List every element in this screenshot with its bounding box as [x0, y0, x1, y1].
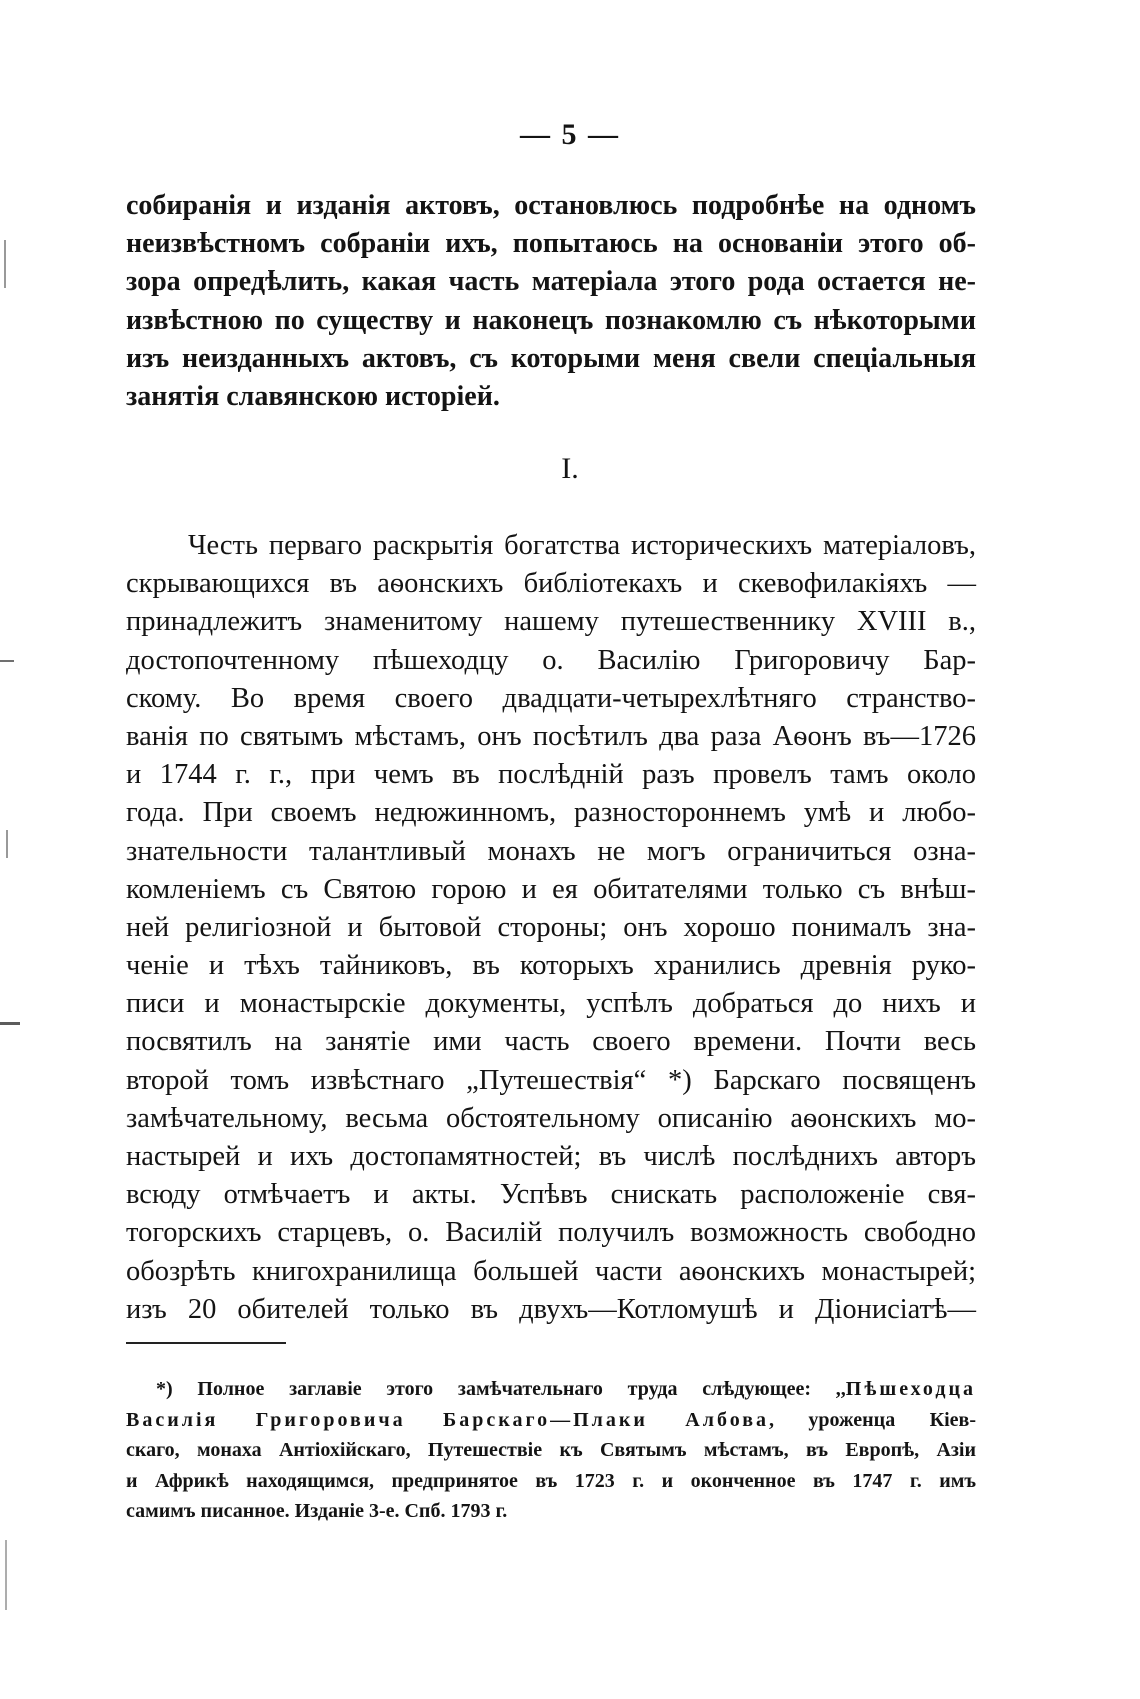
intro-paragraph	[126, 187, 976, 416]
text-line: скрывающихся въ аѳонскихъ библіотекахъ и скевофилакіяхъ —	[126, 568, 976, 600]
text-line: ней религіозной и бытовой стороны; онъ хорошо понималъ зна-	[126, 911, 976, 943]
text-line: ванія по святымъ мѣстамъ, онъ посѣтилъ два раза Аѳонъ въ—1726	[126, 720, 976, 752]
footnote-line: и Африкѣ находящимся, предпринятое въ 1723 г. и оконченное въ 1747 г. имъ	[126, 1469, 976, 1492]
text-line: изъ неизданныхъ актовъ, съ которыми меня свели спеціальныя	[126, 342, 976, 374]
footnote-line	[126, 1405, 976, 1436]
text-line: собиранія и изданія актовъ, остановлюсь подробнѣе на одномъ	[126, 190, 976, 221]
text-line: неизвѣстномъ собраніи ихъ, попытаюсь на основаніи этого об-	[126, 228, 976, 260]
text-line: посвятилъ на занятіе ими часть своего времени. Почти весь	[126, 1026, 976, 1058]
text-line: скому. Во время своего двадцати-четырехлѣтняго странство-	[126, 682, 976, 714]
footnote-line: скаго, монаха Антіохійскаго, Путешествіе къ Святымъ мѣстамъ, въ Европѣ, Азіи	[126, 1439, 976, 1461]
text-line: зора опредѣлить, какая часть матеріала этого рода остается не-	[126, 266, 976, 298]
text-line: изъ 20 обителей только въ двухъ—Котломушѣ и Діонисіатѣ—	[126, 1293, 976, 1325]
text-line: второй томъ извѣстнаго „Путешествія“ *) Барскаго посвященъ	[126, 1064, 976, 1096]
scan-artifact	[0, 660, 14, 662]
text-line: обозрѣть книгохранилища большей части аѳонскихъ монастырей;	[126, 1255, 976, 1287]
text-line: замѣчательному, весьма обстоятельному описанію аѳонскихъ мо-	[126, 1102, 976, 1134]
footnote-text: Василія Григоровича Барскаго—Плаки Албова	[126, 1408, 770, 1431]
scan-artifact	[4, 240, 6, 288]
scan-artifact	[6, 830, 8, 858]
scan-artifact	[5, 1540, 7, 1610]
text-line: принадлежитъ знаменитому нашему путешественнику XVIII в.,	[126, 606, 976, 638]
text-line: достопочтенному пѣшеходцу о. Василію Григоровичу Бар-	[126, 644, 976, 676]
footnote-line	[126, 1374, 976, 1405]
text-line: Честь перваго раскрытія богатства историческихъ матеріаловъ,	[188, 530, 976, 561]
footnote-divider	[126, 1342, 286, 1344]
text-line: всюду отмѣчаетъ и акты. Успѣвъ снискать расположеніе свя-	[126, 1179, 976, 1211]
text-line: настырей и ихъ достопамятностей; въ числѣ послѣднихъ авторъ	[126, 1141, 976, 1172]
footnote	[126, 1374, 976, 1527]
text-line: извѣстною по существу и наконецъ познакомлю съ нѣкоторыми	[126, 304, 976, 336]
text-line: комленіемъ съ Святою горою и ея обитателями только съ внѣш-	[126, 873, 976, 905]
page-number: — 5 —	[520, 118, 620, 151]
scan-artifact	[0, 1022, 20, 1025]
text-line: писи и монастырскіе документы, успѣлъ добраться до нихъ и	[126, 988, 976, 1020]
footnote-text: Пѣшеходца	[845, 1378, 976, 1400]
text-line: занятія славянскою исторіей.	[126, 380, 500, 412]
footnote-text: , уроженца Кіев-	[769, 1408, 976, 1431]
text-line: ченіе и тѣхъ тайниковъ, въ которыхъ хранились древнія руко-	[126, 950, 976, 982]
text-line: тогорскихъ старцевъ, о. Василій получилъ возможность свободно	[126, 1217, 976, 1249]
main-paragraph	[126, 527, 976, 1329]
section-heading: I.	[561, 452, 579, 485]
text-line: знательности талантливый монахъ не могъ ограничиться озна-	[126, 835, 976, 867]
text-line: года. При своемъ недюжинномъ, разностороннемъ умѣ и любо-	[126, 797, 976, 829]
footnote-line: самимъ писанное. Изданіе 3-е. Спб. 1793 г.	[126, 1500, 508, 1522]
text-line: и 1744 г. г., при чемъ въ послѣдній разъ провелъ тамъ около	[126, 759, 976, 791]
footnote-text: *) Полное заглавіе этого замѣчательнаго труда слѣдующее: ,,	[156, 1378, 846, 1400]
